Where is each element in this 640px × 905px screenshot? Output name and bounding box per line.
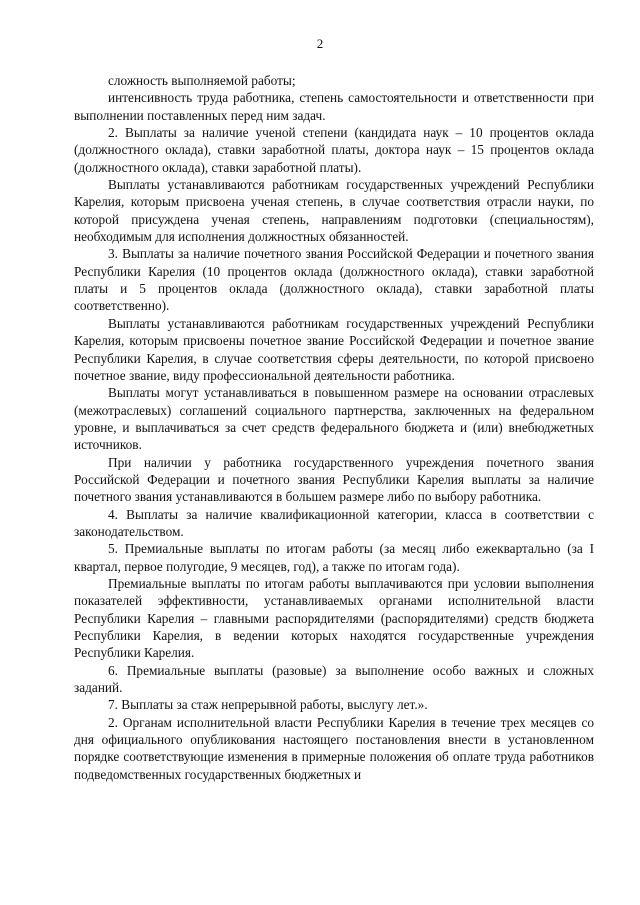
paragraph-work-complexity: сложность выполняемой работы; (108, 73, 296, 88)
paragraph-bonus-conditions: Премиальные выплаты по итогам работы выплачиваются при условии выполнения показателей эффективности, устанавливаемых органами исполнительной власти Республики Карелия – главными распорядителями (распорядителями) средств бюджета Республики Карелия, в ведении которых находятся государственные учреждения Республики Карелия. (74, 575, 594, 661)
paragraph-item-6-one-time-bonus: 6. Премиальные выплаты (разовые) за выполнение особо важных и сложных заданий. (74, 662, 594, 696)
paragraph-item-7-seniority: 7. Выплаты за стаж непрерывной работы, выслугу лет.». (108, 697, 428, 713)
paragraph-work-intensity: интенсивность труда работника, степень самостоятельности и ответственности при выполнении поставленных перед ним задач. (74, 90, 594, 123)
paragraph-item-3-honorary-title: 3. Выплаты за наличие почетного звания Российской Федерации и почетного звания Республики Карелия (10 процентов оклада (должностного оклада), ставки заработной платы и 5 процентов оклада (должностного оклада), ставки заработной платы соответственно). (74, 246, 594, 314)
paragraph-item-2-academic-degree: 2. Выплаты за наличие ученой степени (кандидата наук – 10 процентов оклада (должностного оклада), ставки заработной платы, доктора наук – 15 процентов оклада (должностного оклада), ставки заработной платы). (74, 125, 594, 175)
paragraph-degree-conditions: Выплаты устанавливаются работникам государственных учреждений Республики Карелия, которым присвоена ученая степень, в случае соответствия отрасли науки, по которой присуждена ученая степень, направлениям подготовки (специальностям), необходимым для исполнения должностных обязанностей. (74, 177, 594, 245)
paragraph-item-5-bonus: 5. Премиальные выплаты по итогам работы (за месяц либо ежеквартально (за I квартал, первое полугодие, 9 месяцев, год), а также по итогам года). (74, 541, 594, 574)
page-number: 2 (316, 36, 324, 51)
paragraph-section-2-executive-bodies: 2. Органам исполнительной власти Республики Карелия в течение трех месяцев со дня официального опубликования настоящего постановления внести в установленном порядке соответствующие изменения в примерные положения об оплате труда работников подведомственных государственных бюджетных и (74, 714, 594, 782)
paragraph-both-titles: При наличии у работника государственного учреждения почетного звания Российской Федерации и почетного звания Республики Карелия выплаты за наличие почетного звания устанавливаются в большем размере либо по выбору работника. (74, 454, 594, 505)
paragraph-title-conditions: Выплаты устанавливаются работникам государственных учреждений Республики Карелия, которым присвоены почетное звание Российской Федерации и почетное звание Республики Карелия, в случае соответствия сферы деятельности, по которой присвоено почетное звание, виду профессиональной деятельности работника. (74, 315, 594, 383)
paragraph-increased-payments: Выплаты могут устанавливаться в повышенном размере на основании отраслевых (межотраслевых) соглашений социального партнерства, заключенных на федеральном уровне, и выплачиваться за счет средств федерального бюджета и (или) внебюджетных источников. (74, 385, 594, 453)
document-body (74, 72, 594, 783)
paragraph-item-4-qualification: 4. Выплаты за наличие квалификационной категории, класса в соответствии с законодательством. (74, 506, 594, 539)
